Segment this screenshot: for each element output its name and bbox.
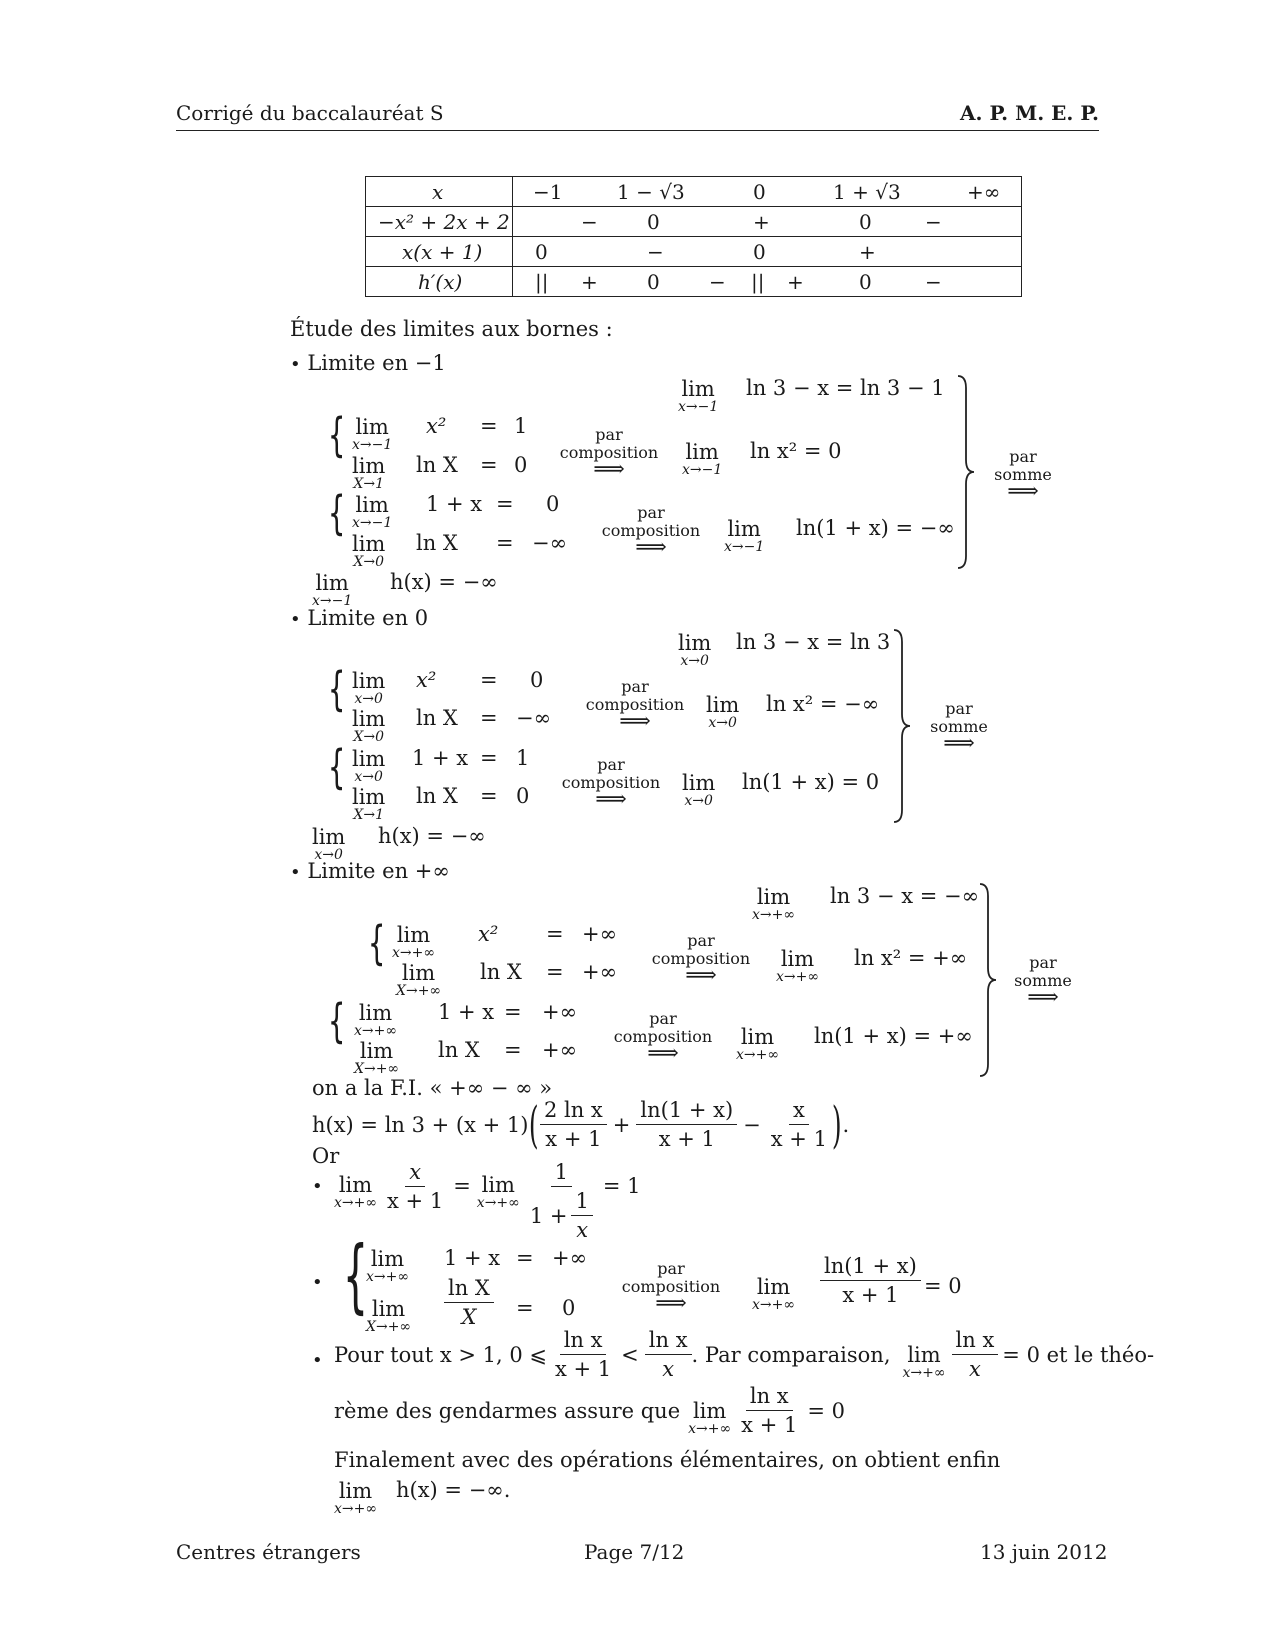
table-cell: −: [709, 270, 726, 294]
implies-arrow: par composition ⟹: [586, 504, 716, 556]
limit: lim x→+∞: [476, 1173, 520, 1211]
conclusion-result: h(x) = −∞.: [396, 1478, 511, 1502]
arrow-icon: ⟹: [685, 963, 717, 988]
table-cell: 0: [647, 270, 660, 294]
bullet-limit-ratio: [334, 1160, 640, 1242]
header-rule: [176, 130, 1099, 131]
implies-arrow: par composition ⟹: [606, 1260, 736, 1312]
limit: lim x→+∞: [392, 923, 436, 961]
value: +∞: [582, 922, 618, 946]
equals: =: [546, 960, 564, 984]
arrow-icon: ⟹: [655, 1291, 687, 1316]
text: = 0 et le théo-: [1002, 1342, 1155, 1367]
header-left: Corrigé du baccalauréat S: [176, 101, 444, 125]
h-expression: [312, 1095, 850, 1154]
limit: lim X→+∞: [396, 961, 442, 999]
expression: ln X: [480, 960, 522, 984]
sum-arrow: par somme ⟹: [978, 448, 1068, 500]
limit: lim x→+∞: [334, 1173, 378, 1211]
value: = 0: [924, 1274, 962, 1298]
expression: x²: [426, 414, 447, 438]
limit-expression: ln 3 − x = −∞: [830, 884, 980, 908]
limit: lim X→1: [352, 454, 386, 492]
operator: <: [621, 1342, 639, 1367]
expression: 1 + x: [412, 746, 469, 770]
limit: lim x→−1: [724, 517, 765, 555]
value: +∞: [542, 1038, 578, 1062]
table-cell: ||: [751, 270, 765, 294]
equals: =: [516, 1296, 534, 1320]
section-title-plus-infinity: • Limite en +∞: [290, 859, 450, 883]
table-cell: +: [753, 210, 770, 234]
result-expression: h(x) = −∞: [378, 824, 486, 848]
limit: lim x→−1: [312, 571, 353, 609]
limit: lim x→0: [312, 825, 346, 863]
limit-expression: ln x² = 0: [750, 439, 842, 463]
equals: =: [480, 414, 498, 438]
fraction: $\frac{\text{ln x}}{x}$: [952, 1328, 999, 1381]
expression: ln X: [416, 784, 458, 808]
expression: ln X: [416, 706, 458, 730]
footer-center: Page 7/12: [584, 1540, 685, 1564]
implies-arrow: par composition ⟹: [570, 678, 700, 730]
right-paren: ): [831, 1095, 842, 1154]
limit: lim x→+∞: [902, 1342, 946, 1381]
expression: ln X: [416, 453, 458, 477]
expression: x²: [416, 668, 437, 692]
equals: =: [480, 668, 498, 692]
value: 0: [516, 784, 530, 808]
limit-expression: ln(1 + x) = −∞: [796, 516, 955, 540]
bullet-comparison-line2: [334, 1384, 845, 1437]
limit: lim x→0: [678, 631, 712, 669]
or-text: Or: [312, 1144, 340, 1168]
arrow-icon: ⟹: [647, 1041, 679, 1066]
expression: ln X: [416, 531, 458, 555]
equals: = 1: [602, 1174, 641, 1198]
left-brace: {: [367, 916, 386, 970]
limit-expression: ln(1 + x) = 0: [742, 770, 880, 794]
limit: lim X→0: [352, 707, 386, 745]
limit-expression: ln x² = −∞: [766, 692, 880, 716]
table-cell: −: [925, 270, 942, 294]
limit: lim x→+∞: [736, 1025, 780, 1063]
equals: =: [504, 1000, 522, 1024]
limit: lim x→+∞: [688, 1398, 732, 1437]
implies-arrow: par composition ⟹: [636, 932, 766, 984]
limit: lim x→+∞: [354, 1001, 398, 1039]
table-cell: −: [647, 240, 664, 264]
equals: =: [480, 453, 498, 477]
implies-arrow: par composition ⟹: [544, 426, 674, 478]
value: +∞: [552, 1246, 588, 1270]
limit: lim x→0: [682, 771, 716, 809]
fraction: $\frac{\text{2 ln x}}{x + 1}$: [540, 1098, 607, 1151]
conclusion-text: Finalement avec des opérations élémentaires, on obtient enfin: [334, 1448, 1001, 1472]
footer-right: 13 juin 2012: [980, 1540, 1108, 1564]
right-brace: [978, 882, 1000, 1078]
value: −∞: [516, 706, 552, 730]
value: 0: [546, 492, 560, 516]
expression: x²: [478, 922, 499, 946]
section-title-zero: • Limite en 0: [290, 606, 429, 630]
arrow-icon: ⟹: [593, 457, 625, 482]
table-cell: +: [787, 270, 804, 294]
sign-table: [365, 176, 1022, 297]
bullet-icon: •: [312, 1272, 323, 1293]
table-cell: ||: [535, 270, 549, 294]
limit-expression: ln 3 − x = ln 3 − 1: [746, 376, 945, 400]
table-header-value: 0: [753, 180, 766, 204]
limit: lim x→−1: [682, 440, 723, 478]
equals: =: [496, 531, 514, 555]
table-header-value: 1 + √3: [833, 180, 901, 204]
left-paren: (: [529, 1095, 540, 1154]
implies-arrow: par composition ⟹: [598, 1010, 728, 1062]
limit: lim X→0: [352, 532, 386, 570]
table-cell: 0: [859, 210, 872, 234]
value: +∞: [582, 960, 618, 984]
equals: =: [453, 1174, 471, 1198]
equals: =: [480, 784, 498, 808]
limit: lim x→+∞: [776, 947, 820, 985]
value: 0: [530, 668, 544, 692]
value: +∞: [542, 1000, 578, 1024]
equals: =: [480, 746, 498, 770]
left-brace: {: [327, 740, 346, 794]
arrow-icon: ⟹: [943, 731, 975, 756]
arrow-icon: ⟹: [595, 787, 627, 812]
operator: +: [612, 1112, 631, 1137]
arrow-icon: ⟹: [635, 535, 667, 560]
table-row-label: x: [432, 180, 444, 204]
limit-expression: ln x² = +∞: [854, 946, 968, 970]
limit: lim x→+∞: [334, 1479, 378, 1517]
fraction: $\frac{\ln(1 + x)}{x + 1}$: [820, 1254, 921, 1307]
limit: lim x→+∞: [752, 885, 796, 923]
limit: lim X→1: [352, 785, 386, 823]
arrow-icon: ⟹: [619, 709, 651, 734]
limit: lim x→+∞: [752, 1275, 796, 1313]
table-cell: +: [859, 240, 876, 264]
fraction: $\frac{x}{x + 1}$: [387, 1160, 444, 1213]
expression: 1 + x: [438, 1000, 495, 1024]
limit: lim x→0: [352, 669, 386, 707]
text: = 0: [807, 1398, 845, 1423]
value: 0: [562, 1296, 576, 1320]
bullet-icon: •: [312, 1350, 323, 1371]
limit: lim x→0: [352, 747, 386, 785]
expression: ln X: [438, 1038, 480, 1062]
limit: lim x→0: [706, 693, 740, 731]
fraction: $\frac{\text{ln x}}{x}$: [645, 1328, 692, 1381]
implies-arrow: par composition ⟹: [546, 756, 676, 808]
operator: −: [743, 1112, 761, 1137]
limit: lim X→+∞: [354, 1039, 400, 1077]
table-cell: 0: [535, 240, 548, 264]
table-header-value: +∞: [967, 180, 1001, 204]
table-cell: −: [925, 210, 942, 234]
h-lhs: h(x) = ln 3 + (x + 1): [312, 1112, 529, 1137]
table-header-value: 1 − √3: [617, 180, 685, 204]
text: . Par comparaison,: [691, 1342, 891, 1367]
left-brace: {: [342, 1229, 369, 1322]
bullet-icon: •: [290, 609, 301, 630]
header-right: A. P. M. E. P.: [960, 101, 1100, 125]
result-expression: h(x) = −∞: [390, 570, 498, 594]
limit: lim x→−1: [352, 493, 393, 531]
bullet-icon: •: [312, 1176, 323, 1197]
fraction: $\frac{\text{ln X}}{X}$: [444, 1276, 494, 1329]
fraction: $\frac{\text{ln x}}{x + 1}$: [555, 1328, 612, 1381]
limit: lim x→−1: [678, 377, 719, 415]
left-brace: {: [327, 994, 346, 1048]
expression: 1 + x: [444, 1246, 501, 1270]
table-header-value: −1: [533, 180, 563, 204]
limit-expression: ln(1 + x) = +∞: [814, 1024, 973, 1048]
value: −∞: [532, 531, 568, 555]
right-brace: [956, 374, 978, 570]
arrow-icon: ⟹: [1027, 985, 1059, 1010]
table-cell: −: [581, 210, 598, 234]
equals: =: [516, 1246, 534, 1270]
fraction: $\frac{x}{x + 1}$: [770, 1098, 827, 1151]
bullet-comparison: [334, 1328, 1154, 1381]
right-brace: [892, 628, 914, 824]
section-title-minus-one: • Limite en −1: [290, 351, 446, 375]
table-cell: +: [581, 270, 598, 294]
fraction: $\frac{\ln(1 + x)}{x + 1}$: [636, 1098, 737, 1151]
value: 0: [514, 453, 528, 477]
left-brace: {: [327, 408, 346, 462]
equals: =: [504, 1038, 522, 1062]
table-row-label: −x² + 2x + 2: [378, 210, 510, 234]
limit: lim x→+∞: [366, 1247, 410, 1285]
text: rème des gendarmes assure que: [334, 1398, 681, 1423]
period: .: [842, 1112, 850, 1137]
table-row-label: h′(x): [418, 270, 463, 294]
equals: =: [496, 492, 514, 516]
limit: lim x→−1: [352, 415, 393, 453]
fi-text: on a la F.I. « +∞ − ∞ »: [312, 1076, 553, 1100]
equals: =: [480, 706, 498, 730]
fraction: $\frac{\text{ln x}}{x + 1}$: [741, 1384, 798, 1437]
equals: =: [546, 922, 564, 946]
bullet-icon: •: [290, 862, 301, 883]
text: Pour tout x > 1, 0 ⩽: [334, 1342, 548, 1367]
value: 1: [514, 414, 528, 438]
limit-expression: ln 3 − x = ln 3: [736, 630, 891, 654]
table-cell: 0: [859, 270, 872, 294]
value: 1: [516, 746, 530, 770]
intro-text: Étude des limites aux bornes :: [290, 317, 613, 341]
sum-arrow: par somme ⟹: [998, 954, 1088, 1006]
left-brace: {: [327, 662, 346, 716]
footer-left: Centres étrangers: [176, 1540, 361, 1564]
left-brace: {: [327, 486, 346, 540]
limit: lim X→+∞: [366, 1297, 412, 1335]
arrow-icon: ⟹: [1007, 479, 1039, 504]
fraction: 1 1 + $\frac{1}{x}$: [526, 1160, 597, 1242]
expression: 1 + x: [426, 492, 483, 516]
table-cell: 0: [647, 210, 660, 234]
sum-arrow: par somme ⟹: [914, 700, 1004, 752]
bullet-icon: •: [290, 354, 301, 375]
table-cell: 0: [753, 240, 766, 264]
table-row-label: x(x + 1): [402, 240, 483, 264]
